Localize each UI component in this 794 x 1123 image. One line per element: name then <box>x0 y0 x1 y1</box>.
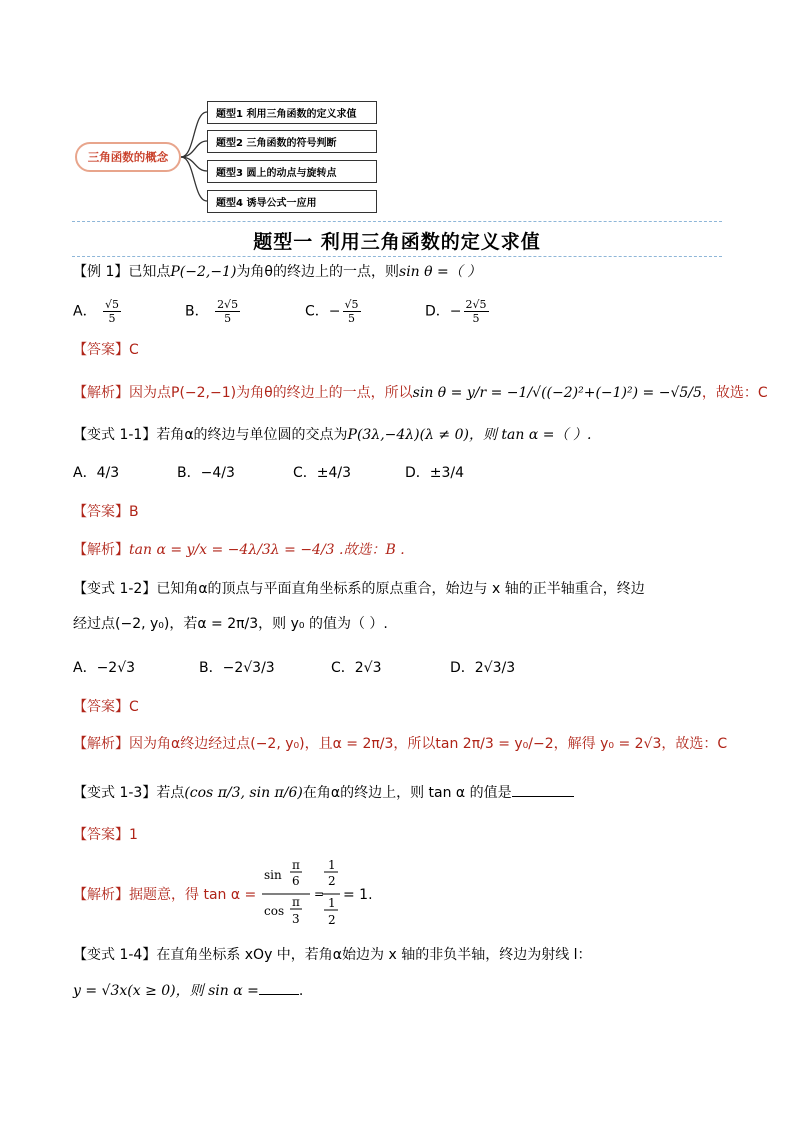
variant-1-4-blank <box>259 980 299 995</box>
example-1-option-d: D．− $\frac{2√5}{5}$ <box>425 298 487 325</box>
variant-1-2-option-c: C．2√3 <box>331 660 382 676</box>
svg-text:6: 6 <box>292 874 300 888</box>
example-1-answer: 【答案】C <box>73 342 139 358</box>
variant-1-2-answer: 【答案】C <box>73 699 139 715</box>
divider-bottom <box>72 256 722 257</box>
variant-1-1-analysis: 【解析】tan α = y/x = −4λ/3λ = −4/3 .故选：B . <box>73 542 405 558</box>
variant-1-1-question: 【变式 1-1】若角α的终边与单位圆的交点为P(3λ,−4λ)(λ ≠ 0)，则 tan α =（ ）. <box>73 427 592 443</box>
svg-text:2: 2 <box>328 913 336 927</box>
mindmap-connectors <box>0 0 794 230</box>
example-1-question <box>73 262 481 282</box>
section-title: 题型一 利用三角函数的定义求值 <box>253 231 541 253</box>
variant-1-1-option-a: A．4/3 <box>73 465 120 481</box>
svg-text:cos: cos <box>264 904 285 918</box>
variant-1-3-answer: 【答案】1 <box>73 827 138 843</box>
variant-1-2-option-d: D．2√3/3 <box>450 660 516 676</box>
mindmap-item-2: 题型2 三角函数的符号判断 <box>207 130 377 153</box>
variant-1-4-question-line-2: y = √3x(x ≥ 0)，则 sin α = . <box>73 980 303 1001</box>
mindmap-item-3: 题型3 圆上的动点与旋转点 <box>207 160 377 183</box>
mindmap-root: 三角函数的概念 <box>75 142 181 172</box>
example-1-option-c: C．− $\frac{√5}{5}$ <box>305 298 359 325</box>
example-1-head: 【例 1】已知点 <box>73 264 171 280</box>
variant-1-2-analysis: 【解析】因为角α终边经过点(−2, y₀)，且α = 2π/3，所以tan 2π/3 = y₀/−2，解得 y₀ = 2√3，故选：C <box>73 736 728 752</box>
variant-1-1-option-d: D．±3/4 <box>405 465 465 481</box>
example-1-formula: sin θ = y/r = −1/√((−2)²+(−1)²) = −√5/5 <box>412 385 702 401</box>
example-1-ask: sin θ =（ ） <box>399 264 482 280</box>
variant-1-3-blank <box>512 782 574 797</box>
example-1-option-a: A． $\frac{√5}{5}$ <box>73 298 120 325</box>
svg-text:π: π <box>292 895 300 909</box>
variant-1-3-question: 【变式 1-3】若点(cos π/3, sin π/6)在角α的终边上，则 tan α 的值是 <box>73 782 574 803</box>
variant-1-1-option-c: C．±4/3 <box>293 465 352 481</box>
divider-top <box>72 221 722 222</box>
example-1-analysis: 【解析】因为点P(−2,−1)为角θ的终边上的一点，所以sin θ = y/r = −1/√((−2)²+(−1)²) = −√5/5，故选：C <box>73 385 768 401</box>
svg-text:1: 1 <box>328 896 336 910</box>
variant-1-2-option-a: A．−2√3 <box>73 660 136 676</box>
variant-1-1-answer: 【答案】B <box>73 504 139 520</box>
svg-text:3: 3 <box>292 912 300 926</box>
variant-1-1-option-b: B．−4/3 <box>177 465 235 481</box>
mindmap-item-1: 题型1 利用三角函数的定义求值 <box>207 101 377 124</box>
example-1-point: P(−2,−1) <box>170 264 237 280</box>
example-1-option-b: B． $\frac{2√5}{5}$ <box>185 298 239 325</box>
svg-text:1: 1 <box>328 858 336 872</box>
svg-text:=: = <box>314 887 325 901</box>
variant-1-3-analysis: 【解析】据题意，得 tan α = <box>73 887 257 903</box>
svg-text:sin: sin <box>264 868 282 882</box>
mindmap <box>0 0 794 230</box>
svg-text:π: π <box>292 858 300 872</box>
variant-1-2-question-line-1: 【变式 1-2】已知角α的顶点与平面直角坐标系的原点重合，始边与 x 轴的正半轴重合，终边 <box>73 581 645 597</box>
variant-1-2-question-line-2: 经过点(−2, y₀)，若α = 2π/3，则 y₀ 的值为（ ）. <box>73 616 388 632</box>
example-1-mid: 为角θ的终边上的一点，则 <box>236 264 400 280</box>
svg-text:2: 2 <box>328 874 336 888</box>
variant-1-3-result: = 1. <box>343 887 373 903</box>
variant-1-4-question-line-1: 【变式 1-4】在直角坐标系 xOy 中，若角α始边为 x 轴的非负半轴，终边为射线 l： <box>73 947 592 963</box>
mindmap-item-4: 题型4 诱导公式一应用 <box>207 190 377 213</box>
variant-1-2-option-b: B．−2√3/3 <box>199 660 275 676</box>
